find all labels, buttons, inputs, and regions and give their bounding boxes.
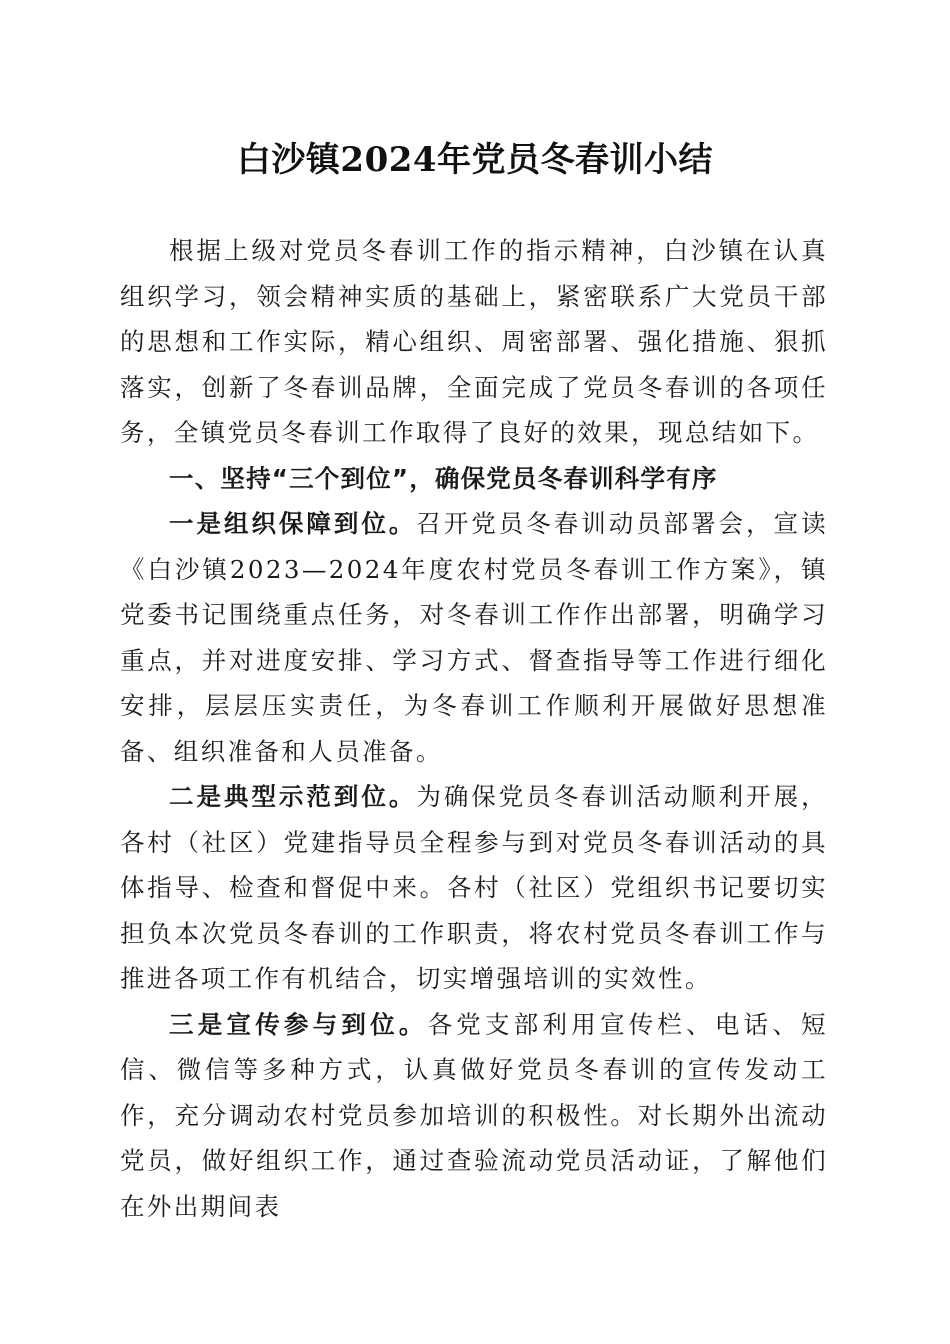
item-paragraph-1 — [120, 501, 828, 774]
section-heading: 一、坚持“三个到位”，确保党员冬春训科学有序 — [169, 463, 718, 493]
document-title: 白沙镇2024年党员冬春训小结 — [236, 140, 714, 180]
intro-paragraph: 根据上级对党员冬春训工作的指示精神，白沙镇在认真组织学习，领会精神实质的基础上，紧密联系广大党员干部的思想和工作实际，精心组织、周密部署、强化措施、狠抓落实，创新了冬春训品牌，全面完成了党员冬春训的各项任务，全镇党员冬春训工作取得了良好的效果，现总结如下。 — [120, 236, 828, 447]
document-body — [120, 228, 828, 1229]
item-text-2: 为确保党员冬春训活动顺利开展，各村（社区）党建指导员全程参与到对党员冬春训活动的具体指导、检查和督促中来。各村（社区）党组织书记要切实担负本次党员冬春训的工作职责，将农村党员冬春训工作与推进各项工作有机结合，切实增强培训的实效性。 — [120, 782, 828, 993]
item-lead-2: 二是典型示范到位。 — [169, 782, 417, 811]
item-paragraph-3 — [120, 1002, 828, 1230]
item-text-3: 各党支部利用宣传栏、电话、短信、微信等多种方式，认真做好党员冬春训的宣传发动工作，充分调动农村党员参加培训的积极性。对长期外出流动党员，做好组织工作，通过查验流动党员活动证，了解他们在外出期间表 — [120, 1009, 828, 1221]
item-lead-1: 一是组织保障到位。 — [169, 509, 417, 538]
item-lead-3: 三是宣传参与到位。 — [169, 1009, 428, 1039]
item-text-1: 召开党员冬春训动员部署会，宣读《白沙镇2023—2024年度农村党员冬春训工作方案》，镇党委书记围绕重点任务，对冬春训工作作出部署，明确学习重点，并对进度安排、学习方式、督查指导等工作进行细化安排，层层压实责任，为冬春训工作顺利开展做好思想准备、组织准备和人员准备。 — [120, 509, 828, 766]
item-paragraph-2 — [120, 774, 828, 1002]
